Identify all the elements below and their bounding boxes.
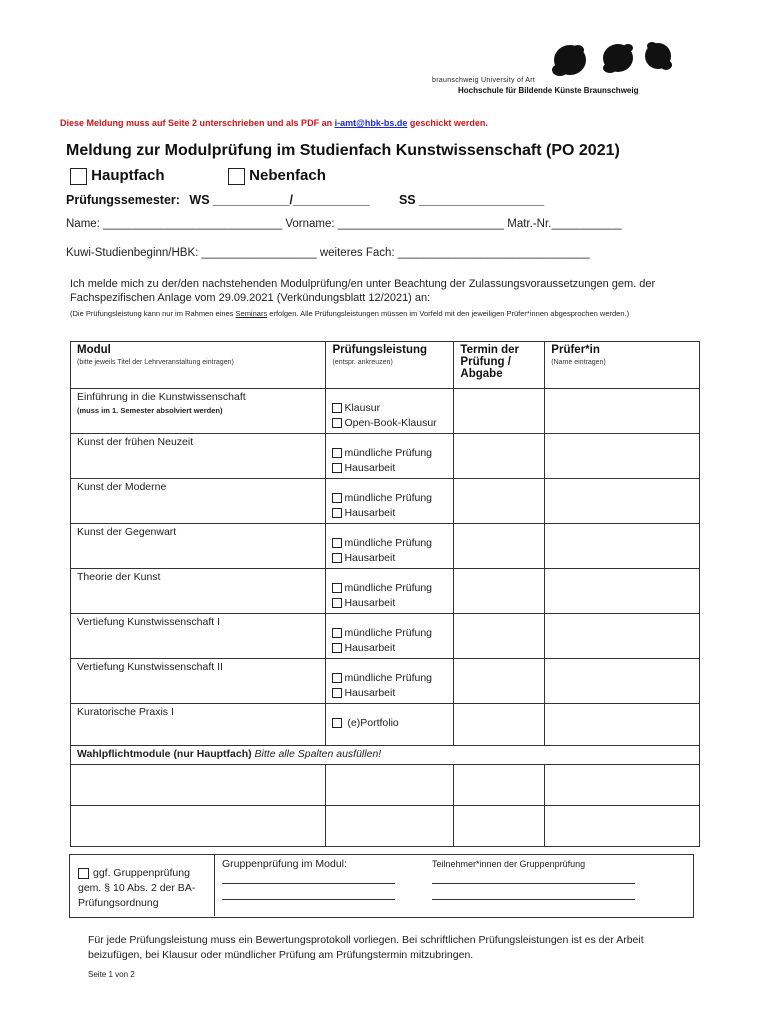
module-name[interactable]: Kunst der frühen Neuzeit: [71, 434, 326, 479]
submission-notice: [60, 118, 488, 128]
exam-options: mündliche Prüfung Hausarbeit: [326, 659, 454, 704]
exam-options: Klausur Open-Book-Klausur: [326, 389, 454, 434]
table-row: [71, 659, 700, 704]
table-row: [71, 479, 700, 524]
notice-text-after: geschickt werden.: [407, 118, 488, 128]
option-checkbox[interactable]: [332, 598, 342, 608]
table-row: [71, 569, 700, 614]
blank-cell[interactable]: [71, 806, 326, 847]
pruefer-cell[interactable]: [545, 569, 700, 614]
page-number: Seite 1 von 2: [88, 970, 135, 979]
option-checkbox[interactable]: [332, 538, 342, 548]
notice-text-before: Diese Meldung muss auf Seite 2 unterschrieben und als PDF an: [60, 118, 335, 128]
seminar-note-before: (Die Prüfungsleistung kann nur im Rahmen eines: [70, 309, 236, 318]
exam-options: mündliche Prüfung Hausarbeit: [326, 479, 454, 524]
module-name[interactable]: Theorie der Kunst: [71, 569, 326, 614]
pruefer-cell[interactable]: [545, 524, 700, 569]
option-checkbox[interactable]: [332, 463, 342, 473]
wahlpflicht-header: Wahlpflichtmodule (nur Hauptfach) Bitte alle Spalten ausfüllen!: [71, 746, 700, 765]
module-name[interactable]: Vertiefung Kunstwissenschaft II: [71, 659, 326, 704]
table-header-row: [71, 342, 700, 389]
semester-label: Prüfungssemester:: [66, 193, 180, 207]
table-row: [71, 704, 700, 746]
wahlpflicht-header-row: [71, 746, 700, 765]
option-checkbox[interactable]: [332, 688, 342, 698]
blank-cell[interactable]: [454, 765, 545, 806]
option-checkbox[interactable]: [332, 673, 342, 683]
exam-options: (e)Portfolio: [326, 704, 454, 746]
module-name[interactable]: Kunst der Gegenwart: [71, 524, 326, 569]
table-row: [71, 434, 700, 479]
option-checkbox[interactable]: [332, 403, 342, 413]
hbk-logo-icon: [548, 40, 678, 82]
group-module-label: Gruppenprüfung im Modul:: [222, 858, 347, 870]
header-pruefung: Prüfungsleistung (entspr. ankreuzen): [326, 342, 454, 389]
ss-field[interactable]: SS __________________: [398, 193, 545, 207]
nebenfach-option[interactable]: [228, 167, 326, 185]
option-checkbox[interactable]: [332, 508, 342, 518]
header-pruefer: Prüfer*in (Name eintragen): [545, 342, 700, 389]
termin-cell[interactable]: [454, 659, 545, 704]
header-modul: Modul (bitte jeweils Titel der Lehrveranstaltung eintragen): [71, 342, 326, 389]
termin-cell[interactable]: [454, 704, 545, 746]
ws-field[interactable]: WS ___________/___________: [189, 193, 370, 207]
table-row: [71, 389, 700, 434]
group-module-line-1[interactable]: [222, 883, 395, 884]
table-row: [71, 524, 700, 569]
module-name[interactable]: Vertiefung Kunstwissenschaft I: [71, 614, 326, 659]
termin-cell[interactable]: [454, 479, 545, 524]
hauptfach-option[interactable]: [70, 167, 165, 185]
blank-cell[interactable]: [71, 765, 326, 806]
option-checkbox[interactable]: [332, 718, 342, 728]
termin-cell[interactable]: [454, 569, 545, 614]
pruefer-cell[interactable]: [545, 389, 700, 434]
pruefer-cell[interactable]: [545, 479, 700, 524]
blank-cell[interactable]: [454, 806, 545, 847]
option-checkbox[interactable]: [332, 493, 342, 503]
pruefer-cell[interactable]: [545, 659, 700, 704]
exam-options: mündliche Prüfung Hausarbeit: [326, 524, 454, 569]
logo-title: Hochschule für Bildende Künste Braunschweig: [458, 86, 639, 95]
option-checkbox[interactable]: [332, 643, 342, 653]
footer-note: Für jede Prüfungsleistung muss ein Bewertungsprotokoll vorliegen. Bei schriftlichen Prüfungsleistungen ist es der Arbeit beizufügen, bei Klausur oder mündlicher Prüfung am Prüfungstermin mitzubringen.: [88, 934, 644, 961]
module-name[interactable]: Kuratorische Praxis I: [71, 704, 326, 746]
nebenfach-label: Nebenfach: [249, 167, 326, 184]
exam-options: mündliche Prüfung Hausarbeit: [326, 569, 454, 614]
logo-subtitle: braunschweig University of Art: [432, 77, 536, 84]
exam-options: mündliche Prüfung Hausarbeit: [326, 614, 454, 659]
module-table: [70, 341, 700, 847]
group-exam-text: ggf. Gruppenprüfung gem. § 10 Abs. 2 der BA-Prüfungsordnung: [78, 867, 196, 909]
group-module-line-2[interactable]: [222, 899, 395, 900]
seminar-note-after: erfolgen. Alle Prüfungsleistungen müssen im Vorfeld mit den jeweiligen Prüfer*innen abgesprochen werden.): [267, 309, 630, 318]
module-name[interactable]: Einführung in die Kunstwissenschaft (muss im 1. Semester absolviert werden): [71, 389, 326, 434]
page-title: Meldung zur Modulprüfung im Studienfach Kunstwissenschaft (PO 2021): [66, 142, 620, 159]
group-participants-label: Teilnehmer*innen der Gruppenprüfung: [432, 859, 586, 869]
hauptfach-checkbox[interactable]: [70, 168, 87, 185]
pruefer-cell[interactable]: [545, 704, 700, 746]
seminar-note-underlined: Seminars: [235, 309, 268, 318]
blank-cell[interactable]: [545, 765, 700, 806]
exam-options: mündliche Prüfung Hausarbeit: [326, 434, 454, 479]
nebenfach-checkbox[interactable]: [228, 168, 245, 185]
option-checkbox[interactable]: [332, 628, 342, 638]
group-participants-line-2[interactable]: [432, 899, 635, 900]
module-name[interactable]: Kunst der Moderne: [71, 479, 326, 524]
table-row: [71, 806, 700, 847]
email-link[interactable]: i-amt@hbk-bs.de: [334, 118, 408, 128]
semester-row: [66, 193, 544, 207]
termin-cell[interactable]: [454, 434, 545, 479]
intro-text: Ich melde mich zu der/den nachstehenden Modulprüfung/en unter Beachtung der Zulassungsvoraussetzungen gem. der Fachspezifischen Anlage vom 29.09.2021 (Verkündungsblatt 12/2021) an:: [70, 278, 656, 304]
hauptfach-label: Hauptfach: [91, 167, 165, 184]
option-checkbox[interactable]: [332, 418, 342, 428]
personal-row-2[interactable]: Kuwi-Studienbeginn/HBK: __________________ weiteres Fach: ______________________________: [66, 247, 590, 259]
option-checkbox[interactable]: [332, 448, 342, 458]
blank-cell[interactable]: [326, 806, 454, 847]
personal-row-1[interactable]: Name: ____________________________ Vorname: __________________________ Matr.-Nr.___________: [66, 218, 622, 230]
table-row: [71, 765, 700, 806]
option-checkbox[interactable]: [332, 583, 342, 593]
option-checkbox[interactable]: [332, 553, 342, 563]
termin-cell[interactable]: [454, 614, 545, 659]
header-termin: Termin der Prüfung / Abgabe: [454, 342, 545, 389]
group-exam-checkbox[interactable]: [78, 868, 89, 879]
group-participants-line-1[interactable]: [432, 883, 635, 884]
pruefer-cell[interactable]: [545, 614, 700, 659]
blank-cell[interactable]: [326, 765, 454, 806]
termin-cell[interactable]: [454, 389, 545, 434]
blank-cell[interactable]: [545, 806, 700, 847]
pruefer-cell[interactable]: [545, 434, 700, 479]
seminar-note: [70, 307, 720, 320]
table-row: [71, 614, 700, 659]
termin-cell[interactable]: [454, 524, 545, 569]
